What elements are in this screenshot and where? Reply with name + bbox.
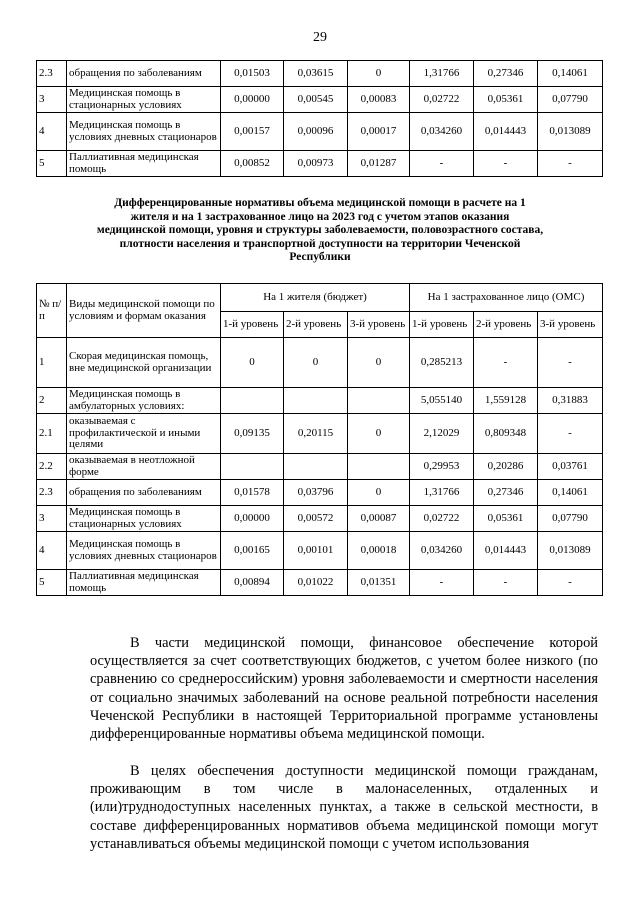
value-cell: 0,03796 bbox=[284, 480, 348, 506]
row-number: 1 bbox=[37, 338, 67, 388]
table-row bbox=[37, 506, 603, 532]
value-cell: 0,034260 bbox=[410, 113, 474, 151]
value-cell: 0,00083 bbox=[348, 87, 410, 113]
value-cell: 0 bbox=[348, 61, 410, 87]
value-cell: 0,27346 bbox=[474, 480, 538, 506]
care-type-name: Медицинская помощь в стационарных условиях bbox=[67, 506, 221, 532]
value-cell: 0,034260 bbox=[410, 532, 474, 570]
value-cell: 0,013089 bbox=[538, 113, 603, 151]
value-cell: 0,05361 bbox=[474, 506, 538, 532]
value-cell: 0,00101 bbox=[284, 532, 348, 570]
value-cell: 0,014443 bbox=[474, 532, 538, 570]
section-heading: Дифференцированные нормативы объема медицинской помощи в расчете на 1 жителя и на 1 застрахованное лицо на 2023 год с учетом этапов оказания медицинской помощи, уровня и структуры заболеваемости, половозрастного состава, плотности населения и транспортной доступности на территории Чеченской Республики bbox=[96, 197, 544, 264]
table-row bbox=[37, 414, 603, 454]
value-cell: - bbox=[474, 151, 538, 177]
care-type-name: Медицинская помощь в условиях дневных стационаров bbox=[67, 532, 221, 570]
value-cell: 0,20115 bbox=[284, 414, 348, 454]
care-type-name: Медицинская помощь в амбулаторных условиях: bbox=[67, 388, 221, 414]
table-row bbox=[37, 532, 603, 570]
value-cell: 0,07790 bbox=[538, 506, 603, 532]
value-cell: 0,00894 bbox=[221, 570, 284, 596]
value-cell: 0,014443 bbox=[474, 113, 538, 151]
value-cell: 5,055140 bbox=[410, 388, 474, 414]
value-cell: 0,09135 bbox=[221, 414, 284, 454]
value-cell: 0,27346 bbox=[474, 61, 538, 87]
table-row bbox=[37, 388, 603, 414]
value-cell: 0,00165 bbox=[221, 532, 284, 570]
header-number: № п/ п bbox=[37, 284, 67, 338]
row-number: 5 bbox=[37, 570, 67, 596]
value-cell: 0 bbox=[348, 414, 410, 454]
value-cell: 0,01287 bbox=[348, 151, 410, 177]
value-cell: 0,31883 bbox=[538, 388, 603, 414]
main-normatives-table bbox=[36, 283, 603, 596]
value-cell: 0,00000 bbox=[221, 87, 284, 113]
value-cell: 2,12029 bbox=[410, 414, 474, 454]
paragraph: В части медицинской помощи, финансовое обеспечение которой осуществляется за счет соответствующих бюджетов, с учетом более низкого (по сравнению со среднероссийским) уровня заболеваемости и смертности населения от социально значимых заболеваний на основе реальной потребности населения Чеченской Республики в настоящей Территориальной программе установлены дифференцированные нормативы объема медицинской помощи. bbox=[90, 635, 598, 743]
value-cell bbox=[284, 454, 348, 480]
value-cell: 0,00000 bbox=[221, 506, 284, 532]
table-row bbox=[37, 87, 603, 113]
row-number: 2.3 bbox=[37, 61, 67, 87]
value-cell bbox=[221, 388, 284, 414]
value-cell: 0,02722 bbox=[410, 87, 474, 113]
row-number: 3 bbox=[37, 87, 67, 113]
row-number: 2.1 bbox=[37, 414, 67, 454]
header-level: 3-й уровень bbox=[538, 312, 603, 338]
value-cell: 0,285213 bbox=[410, 338, 474, 388]
value-cell: - bbox=[474, 570, 538, 596]
value-cell: 0 bbox=[348, 480, 410, 506]
header-level: 2-й уровень bbox=[284, 312, 348, 338]
care-type-name: Медицинская помощь в условиях дневных стационаров bbox=[67, 113, 221, 151]
top-normatives-table bbox=[36, 60, 603, 177]
value-cell: 0 bbox=[348, 338, 410, 388]
care-type-name: обращения по заболеваниям bbox=[67, 61, 221, 87]
value-cell: 0 bbox=[221, 338, 284, 388]
row-number: 4 bbox=[37, 532, 67, 570]
value-cell: 0,013089 bbox=[538, 532, 603, 570]
care-type-name: обращения по заболеваниям bbox=[67, 480, 221, 506]
value-cell: 0,00973 bbox=[284, 151, 348, 177]
value-cell: 0,00157 bbox=[221, 113, 284, 151]
table-row bbox=[37, 61, 603, 87]
value-cell: 0,07790 bbox=[538, 87, 603, 113]
table-row bbox=[37, 151, 603, 177]
care-type-name: Паллиативная медицинская помощь bbox=[67, 151, 221, 177]
header-level: 1-й уровень bbox=[410, 312, 474, 338]
value-cell: 0,29953 bbox=[410, 454, 474, 480]
row-number: 2 bbox=[37, 388, 67, 414]
value-cell: 0,00087 bbox=[348, 506, 410, 532]
value-cell: 0,809348 bbox=[474, 414, 538, 454]
value-cell: - bbox=[538, 414, 603, 454]
value-cell bbox=[284, 388, 348, 414]
value-cell: 0,20286 bbox=[474, 454, 538, 480]
row-number: 5 bbox=[37, 151, 67, 177]
value-cell: - bbox=[410, 151, 474, 177]
value-cell: - bbox=[474, 338, 538, 388]
row-number: 2.3 bbox=[37, 480, 67, 506]
value-cell: 0,00096 bbox=[284, 113, 348, 151]
value-cell: - bbox=[538, 151, 603, 177]
value-cell: 0,01503 bbox=[221, 61, 284, 87]
row-number: 2.2 bbox=[37, 454, 67, 480]
row-number: 3 bbox=[37, 506, 67, 532]
value-cell: 0,00018 bbox=[348, 532, 410, 570]
value-cell: 1,559128 bbox=[474, 388, 538, 414]
care-type-name: Медицинская помощь в стационарных условиях bbox=[67, 87, 221, 113]
value-cell: 0,14061 bbox=[538, 61, 603, 87]
value-cell: - bbox=[410, 570, 474, 596]
value-cell: 0,01022 bbox=[284, 570, 348, 596]
paragraph: В целях обеспечения доступности медицинской помощи гражданам, проживающим в том числе в малонаселенных, отдаленных и (или)труднодоступных населенных пунктах, а также в сельской местности, в составе дифференцированных нормативов объема медицинской помощи могут устанавливаться объемы медицинской помощи с учетом использования bbox=[90, 763, 598, 852]
table-row bbox=[37, 113, 603, 151]
header-level: 3-й уровень bbox=[348, 312, 410, 338]
value-cell: 0,03761 bbox=[538, 454, 603, 480]
header-budget: На 1 жителя (бюджет) bbox=[221, 284, 410, 312]
value-cell: 0,14061 bbox=[538, 480, 603, 506]
value-cell: 0,01351 bbox=[348, 570, 410, 596]
page-number: 29 bbox=[313, 30, 327, 45]
value-cell: 0,00852 bbox=[221, 151, 284, 177]
table-row bbox=[37, 338, 603, 388]
value-cell: 1,31766 bbox=[410, 61, 474, 87]
value-cell: 0 bbox=[284, 338, 348, 388]
value-cell bbox=[221, 454, 284, 480]
value-cell: 0,02722 bbox=[410, 506, 474, 532]
value-cell bbox=[348, 454, 410, 480]
value-cell: 0,05361 bbox=[474, 87, 538, 113]
table-row bbox=[37, 480, 603, 506]
value-cell: 0,03615 bbox=[284, 61, 348, 87]
value-cell: - bbox=[538, 338, 603, 388]
care-type-name: Паллиативная медицинская помощь bbox=[67, 570, 221, 596]
value-cell: 0,00017 bbox=[348, 113, 410, 151]
care-type-name: оказываемая с профилактической и иными целями bbox=[67, 414, 221, 454]
value-cell: 0,01578 bbox=[221, 480, 284, 506]
header-oms: На 1 застрахованное лицо (ОМС) bbox=[410, 284, 603, 312]
care-type-name: оказываемая в неотложной форме bbox=[67, 454, 221, 480]
header-level: 1-й уровень bbox=[221, 312, 284, 338]
care-type-name: Скорая медицинская помощь, вне медицинской организации bbox=[67, 338, 221, 388]
table-row bbox=[37, 454, 603, 480]
value-cell: 1,31766 bbox=[410, 480, 474, 506]
header-care-type: Виды медицинской помощи по условиям и формам оказания bbox=[67, 284, 221, 338]
row-number: 4 bbox=[37, 113, 67, 151]
table-row bbox=[37, 570, 603, 596]
value-cell: 0,00545 bbox=[284, 87, 348, 113]
header-level: 2-й уровень bbox=[474, 312, 538, 338]
value-cell: - bbox=[538, 570, 603, 596]
value-cell: 0,00572 bbox=[284, 506, 348, 532]
value-cell bbox=[348, 388, 410, 414]
